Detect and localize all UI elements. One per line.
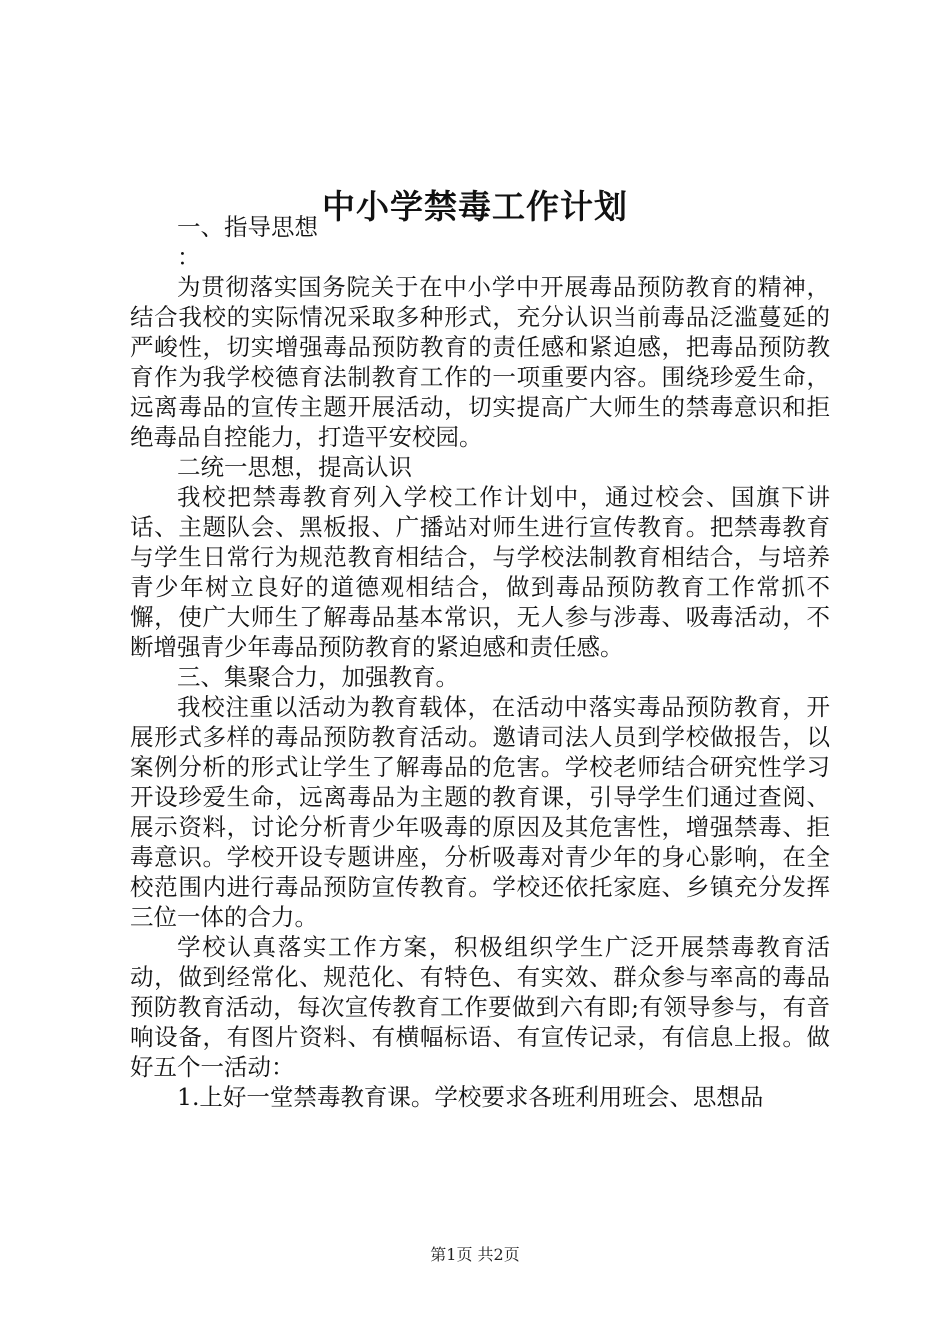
document-body <box>130 212 830 1112</box>
section-heading-gather-strength: 三、集聚合力，加强教育。 <box>177 663 459 691</box>
list-item-first-activity: 1.上好一堂禁毒教育课。学校要求各班利用班会、思想品 <box>177 1083 764 1111</box>
document-title: 中小学禁毒工作计划 <box>322 187 628 226</box>
colon-line: ： <box>177 243 201 271</box>
paragraph-gather-strength: 我校注重以活动为教育载体，在活动中落实毒品预防教育，开展形式多样的毒品预防教育活动。邀请司法人员到学校做报告，以案例分析的形式让学生了解毒品的危害。学校老师结合研究性学习开设珍爱生命，远离毒品为主题的教育课，引导学生们通过查阅、展示资料，讨论分析青少年吸毒的原因及其危害性，增强禁毒、拒毒意识。学校开设专题讲座，分析吸毒对青少年的身心影响，在全校范围内进行毒品预防宣传教育。学校还依托家庭、乡镇充分发挥三位一体的合力。 <box>130 693 830 931</box>
paragraph-work-plan: 学校认真落实工作方案，积极组织学生广泛开展禁毒教育活动，做到经常化、规范化、有特色、有实效、群众参与率高的毒品预防教育活动，每次宣传教育工作要做到六有即;有领导参与，有音响设备，有图片资料、有横幅标语、有宣传记录，有信息上报。做好五个一活动： <box>130 933 830 1081</box>
page-footer: 第1页 共2页 <box>430 1245 520 1264</box>
section-heading-unify-thinking: 二统一思想，提高认识 <box>177 453 412 481</box>
section-heading-guiding-ideology: 一、指导思想 <box>177 213 318 241</box>
paragraph-guiding-ideology: 为贯彻落实国务院关于在中小学中开展毒品预防教育的精神，结合我校的实际情况采取多种形式，充分认识当前毒品泛滥蔓延的严峻性，切实增强毒品预防教育的责任感和紧迫感，把毒品预防教育作为我学校德育法制教育工作的一项重要内容。围绕珍爱生命，远离毒品的宣传主题开展活动，切实提高广大师生的禁毒意识和拒绝毒品自控能力，打造平安校园。 <box>130 273 830 451</box>
paragraph-unify-thinking: 我校把禁毒教育列入学校工作计划中，通过校会、国旗下讲话、主题队会、黑板报、广播站对师生进行宣传教育。把禁毒教育与学生日常行为规范教育相结合，与学校法制教育相结合，与培养青少年树立良好的道德观相结合，做到毒品预防教育工作常抓不懈，使广大师生了解毒品基本常识，无人参与涉毒、吸毒活动，不断增强青少年毒品预防教育的紧迫感和责任感。 <box>130 483 830 661</box>
